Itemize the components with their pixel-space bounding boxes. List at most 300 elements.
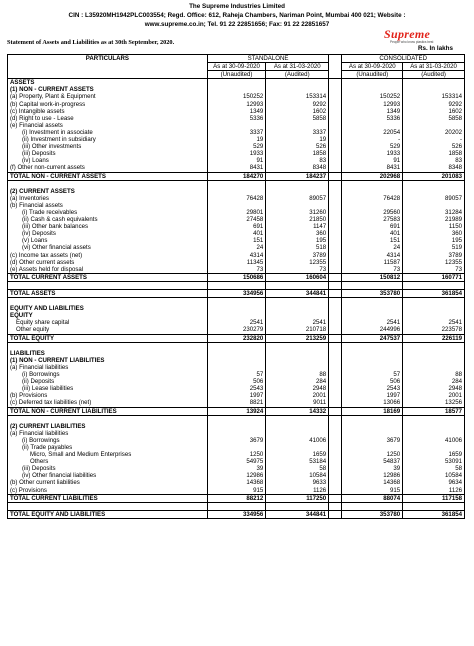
standalone-col-2-status: (Audited) xyxy=(266,71,329,79)
column-gap xyxy=(329,479,342,486)
table-row xyxy=(8,437,465,444)
row-label: (iii) Deposits xyxy=(8,150,208,157)
consolidated-current-value: 1933 xyxy=(342,150,403,157)
table-row xyxy=(8,230,465,237)
consolidated-current-value xyxy=(342,444,403,451)
standalone-current-value: 12986 xyxy=(207,472,266,479)
standalone-current-value: 1349 xyxy=(207,108,266,115)
table-row xyxy=(8,86,465,93)
consolidated-previous-value: 195 xyxy=(403,237,465,244)
consolidated-current-value xyxy=(342,430,403,437)
consolidated-previous-value: 226119 xyxy=(403,334,465,342)
consolidated-current-value: 401 xyxy=(342,230,403,237)
standalone-current-value xyxy=(207,444,266,451)
consolidated-current-value: 5336 xyxy=(342,115,403,122)
consolidated-current-value: 39 xyxy=(342,465,403,472)
consolidated-previous-value xyxy=(403,342,465,350)
row-label: EQUITY xyxy=(8,312,208,319)
standalone-previous-value: 5858 xyxy=(266,115,329,122)
consolidated-current-value: 150252 xyxy=(342,93,403,100)
consolidated-previous-value: 53091 xyxy=(403,458,465,465)
standalone-previous-value xyxy=(266,281,329,289)
standalone-previous-value xyxy=(266,444,329,451)
consolidated-current-value: 12986 xyxy=(342,472,403,479)
consolidated-previous-value: 58 xyxy=(403,465,465,472)
standalone-current-value: 54975 xyxy=(207,458,266,465)
consolidated-previous-value: 1150 xyxy=(403,223,465,230)
column-gap xyxy=(329,252,342,259)
consolidated-current-value: 1250 xyxy=(342,451,403,458)
consolidated-current-value: 91 xyxy=(342,157,403,164)
spacer-row xyxy=(8,502,465,510)
table-row xyxy=(8,465,465,472)
column-gap xyxy=(329,273,342,281)
consolidated-previous-value xyxy=(403,202,465,209)
row-label: Others xyxy=(8,458,208,465)
consolidated-previous-value: 1126 xyxy=(403,487,465,495)
standalone-current-value: 3337 xyxy=(207,129,266,136)
standalone-current-value: 11345 xyxy=(207,259,266,266)
consolidated-current-value: 2543 xyxy=(342,385,403,392)
consolidated-current-value xyxy=(342,342,403,350)
column-gap xyxy=(329,101,342,108)
table-row xyxy=(8,334,465,342)
consolidated-current-value: 4314 xyxy=(342,252,403,259)
consolidated-current-value xyxy=(342,357,403,364)
consolidated-current-value: 29560 xyxy=(342,209,403,216)
consolidated-current-value xyxy=(342,188,403,195)
column-gap xyxy=(329,93,342,100)
standalone-previous-value: 210718 xyxy=(266,326,329,334)
standalone-previous-value xyxy=(266,298,329,306)
consolidated-current-value xyxy=(342,86,403,93)
standalone-previous-value: 2541 xyxy=(266,319,329,326)
table-row xyxy=(8,487,465,495)
standalone-previous-value xyxy=(266,423,329,430)
standalone-previous-value: 3789 xyxy=(266,252,329,259)
row-label: Micro, Small and Medium Enterprises xyxy=(8,451,208,458)
consolidated-current-value: 151 xyxy=(342,237,403,244)
consolidated-previous-value: 2948 xyxy=(403,385,465,392)
consolidated-current-value xyxy=(342,423,403,430)
consolidated-current-value: 506 xyxy=(342,378,403,385)
table-row xyxy=(8,319,465,326)
company-contact-line: www.supreme.co.in; Tel. 91 22 22851656; Fax: 91 22 22851657 xyxy=(144,21,330,28)
row-label: (ii) Deposits xyxy=(8,378,208,385)
standalone-previous-value: 2001 xyxy=(266,392,329,399)
consolidated-col-2-status: (Audited) xyxy=(403,71,465,79)
column-gap xyxy=(329,244,342,251)
standalone-current-value xyxy=(207,342,266,350)
table-row xyxy=(8,407,465,415)
column-gap xyxy=(329,385,342,392)
column-gap xyxy=(329,281,342,289)
standalone-previous-value xyxy=(266,357,329,364)
standalone-previous-value: 526 xyxy=(266,143,329,150)
consolidated-current-value: 3679 xyxy=(342,437,403,444)
consolidated-current-value: 14368 xyxy=(342,479,403,486)
statement-rows xyxy=(8,79,465,519)
table-row xyxy=(8,510,465,518)
standalone-current-value: 27458 xyxy=(207,216,266,223)
standalone-previous-value: 184237 xyxy=(266,172,329,180)
consolidated-col-1-status: (Unaudited) xyxy=(342,71,403,79)
consolidated-col-2-date: As at 31-03-2020 xyxy=(403,63,465,71)
row-label: TOTAL NON - CURRENT LIABILITIES xyxy=(8,407,208,415)
table-row xyxy=(8,290,465,298)
consolidated-current-value xyxy=(342,415,403,423)
standalone-current-value: 529 xyxy=(207,143,266,150)
row-label: (iv) Loans xyxy=(8,157,208,164)
column-gap xyxy=(329,458,342,465)
consolidated-current-value: 915 xyxy=(342,487,403,495)
standalone-previous-value: 284 xyxy=(266,378,329,385)
standalone-previous-value: 1602 xyxy=(266,108,329,115)
standalone-current-value: 401 xyxy=(207,230,266,237)
consolidated-current-value: 202968 xyxy=(342,172,403,180)
column-gap xyxy=(329,188,342,195)
standalone-previous-value: 1147 xyxy=(266,223,329,230)
table-row xyxy=(8,157,465,164)
standalone-current-value: 8821 xyxy=(207,399,266,407)
consolidated-current-value: 27583 xyxy=(342,216,403,223)
row-label: LIABILITIES xyxy=(8,350,208,357)
table-row xyxy=(8,350,465,357)
consolidated-previous-value: 9292 xyxy=(403,101,465,108)
consolidated-current-value: 529 xyxy=(342,143,403,150)
standalone-current-value xyxy=(207,281,266,289)
column-gap xyxy=(329,108,342,115)
column-gap xyxy=(329,312,342,319)
row-label: (b) Capital work-in-progress xyxy=(8,101,208,108)
standalone-current-value: 1250 xyxy=(207,451,266,458)
column-gap xyxy=(329,216,342,223)
standalone-previous-value xyxy=(266,350,329,357)
consolidated-previous-value xyxy=(403,298,465,306)
table-row xyxy=(8,129,465,136)
consolidated-previous-value: 89057 xyxy=(403,195,465,202)
standalone-previous-value: 89057 xyxy=(266,195,329,202)
standalone-current-value: 73 xyxy=(207,266,266,274)
consolidated-previous-value: 83 xyxy=(403,157,465,164)
table-row xyxy=(8,326,465,334)
consolidated-header: CONSOLIDATED xyxy=(342,55,465,63)
column-gap xyxy=(329,266,342,274)
row-label: Other equity xyxy=(8,326,208,334)
column-gap xyxy=(329,465,342,472)
standalone-previous-value: 160604 xyxy=(266,273,329,281)
standalone-current-value: 4314 xyxy=(207,252,266,259)
standalone-current-value xyxy=(207,180,266,188)
consolidated-previous-value: 153314 xyxy=(403,93,465,100)
consolidated-current-value: 247537 xyxy=(342,334,403,342)
standalone-current-value xyxy=(207,122,266,129)
consolidated-previous-value xyxy=(403,364,465,371)
row-label xyxy=(8,281,208,289)
standalone-current-value: 2541 xyxy=(207,319,266,326)
supreme-logo xyxy=(384,27,462,43)
standalone-previous-value: 1126 xyxy=(266,487,329,495)
table-row xyxy=(8,378,465,385)
column-gap xyxy=(329,157,342,164)
table-row xyxy=(8,172,465,180)
consolidated-previous-value: 13256 xyxy=(403,399,465,407)
consolidated-previous-value: 41006 xyxy=(403,437,465,444)
column-gap xyxy=(329,437,342,444)
standalone-current-value: 230279 xyxy=(207,326,266,334)
standalone-col-2-date: As at 31-03-2020 xyxy=(266,63,329,71)
standalone-previous-value: 1858 xyxy=(266,150,329,157)
consolidated-current-value: 8431 xyxy=(342,164,403,172)
table-row xyxy=(8,188,465,195)
standalone-current-value: 1933 xyxy=(207,150,266,157)
standalone-current-value: 3679 xyxy=(207,437,266,444)
row-label: (f) Other non-current assets xyxy=(8,164,208,172)
standalone-previous-value: 344841 xyxy=(266,290,329,298)
table-row xyxy=(8,93,465,100)
standalone-previous-value xyxy=(266,342,329,350)
standalone-current-value: 691 xyxy=(207,223,266,230)
column-gap xyxy=(329,55,342,79)
table-row xyxy=(8,122,465,129)
row-label xyxy=(8,342,208,350)
column-gap xyxy=(329,115,342,122)
standalone-previous-value xyxy=(266,305,329,312)
standalone-previous-value: 83 xyxy=(266,157,329,164)
row-label: (vi) Other financial assets xyxy=(8,244,208,251)
standalone-current-value: 24 xyxy=(207,244,266,251)
standalone-previous-value xyxy=(266,122,329,129)
consolidated-previous-value: 1659 xyxy=(403,451,465,458)
column-gap xyxy=(329,172,342,180)
standalone-previous-value: 73 xyxy=(266,266,329,274)
consolidated-current-value: 244996 xyxy=(342,326,403,334)
row-label: (c) Income tax assets (net) xyxy=(8,252,208,259)
consolidated-previous-value: 1602 xyxy=(403,108,465,115)
standalone-previous-value: 88 xyxy=(266,371,329,378)
standalone-previous-value xyxy=(266,502,329,510)
consolidated-previous-value xyxy=(403,305,465,312)
row-label: (ii) Cash & cash equivalents xyxy=(8,216,208,223)
standalone-previous-value: 9292 xyxy=(266,101,329,108)
row-label: TOTAL ASSETS xyxy=(8,290,208,298)
row-label xyxy=(8,415,208,423)
standalone-previous-value: 9633 xyxy=(266,479,329,486)
table-row xyxy=(8,371,465,378)
consolidated-previous-value xyxy=(403,180,465,188)
standalone-previous-value: 19 xyxy=(266,136,329,143)
header-row-1 xyxy=(8,55,465,63)
row-label: (iii) Other investments xyxy=(8,143,208,150)
consolidated-current-value: 22054 xyxy=(342,129,403,136)
standalone-current-value: 1997 xyxy=(207,392,266,399)
standalone-previous-value xyxy=(266,312,329,319)
consolidated-previous-value: 361854 xyxy=(403,290,465,298)
consolidated-previous-value: 360 xyxy=(403,230,465,237)
standalone-col-1-date: As at 30-09-2020 xyxy=(207,63,266,71)
column-gap xyxy=(329,494,342,502)
consolidated-previous-value xyxy=(403,444,465,451)
standalone-current-value xyxy=(207,364,266,371)
column-gap xyxy=(329,259,342,266)
standalone-current-value: 13924 xyxy=(207,407,266,415)
consolidated-previous-value: - xyxy=(403,136,465,143)
row-label: (a) Inventories xyxy=(8,195,208,202)
consolidated-previous-value: 3789 xyxy=(403,252,465,259)
standalone-previous-value: 14332 xyxy=(266,407,329,415)
consolidated-current-value xyxy=(342,202,403,209)
column-gap xyxy=(329,407,342,415)
consolidated-previous-value xyxy=(403,423,465,430)
standalone-current-value: 334956 xyxy=(207,290,266,298)
consolidated-current-value xyxy=(342,312,403,319)
table-row xyxy=(8,479,465,486)
row-label: (1) NON - CURRENT LIABILITIES xyxy=(8,357,208,364)
row-label: (b) Provisions xyxy=(8,392,208,399)
column-gap xyxy=(329,487,342,495)
column-gap xyxy=(329,319,342,326)
column-gap xyxy=(329,180,342,188)
consolidated-current-value xyxy=(342,281,403,289)
table-row xyxy=(8,195,465,202)
standalone-previous-value: 31260 xyxy=(266,209,329,216)
consolidated-previous-value: 21989 xyxy=(403,216,465,223)
consolidated-current-value: 11587 xyxy=(342,259,403,266)
consolidated-current-value: 73 xyxy=(342,266,403,274)
row-label: (b) Other current liabilities xyxy=(8,479,208,486)
table-row xyxy=(8,216,465,223)
consolidated-current-value: 2541 xyxy=(342,319,403,326)
consolidated-current-value xyxy=(342,502,403,510)
standalone-current-value xyxy=(207,357,266,364)
consolidated-previous-value: 73 xyxy=(403,266,465,274)
table-row xyxy=(8,458,465,465)
spacer-row xyxy=(8,180,465,188)
standalone-current-value: 915 xyxy=(207,487,266,495)
table-row xyxy=(8,164,465,172)
consolidated-previous-value: 2001 xyxy=(403,392,465,399)
standalone-current-value xyxy=(207,202,266,209)
standalone-current-value xyxy=(207,298,266,306)
standalone-current-value: 88212 xyxy=(207,494,266,502)
column-gap xyxy=(329,472,342,479)
standalone-col-1-status: (Unaudited) xyxy=(207,71,266,79)
row-label: (e) Financial assets xyxy=(8,122,208,129)
standalone-previous-value: 1659 xyxy=(266,451,329,458)
table-row xyxy=(8,252,465,259)
consolidated-previous-value: 5858 xyxy=(403,115,465,122)
standalone-previous-value xyxy=(266,86,329,93)
standalone-previous-value: 2948 xyxy=(266,385,329,392)
logo-brand: Supreme xyxy=(384,27,431,41)
column-gap xyxy=(329,129,342,136)
row-label: (ii) Investment in subsidiary xyxy=(8,136,208,143)
column-gap xyxy=(329,392,342,399)
standalone-current-value xyxy=(207,502,266,510)
row-label: ASSETS xyxy=(8,79,208,87)
consolidated-current-value xyxy=(342,180,403,188)
column-gap xyxy=(329,364,342,371)
table-row xyxy=(8,101,465,108)
row-label: (a) Financial liabilities xyxy=(8,364,208,371)
consolidated-current-value: 88074 xyxy=(342,494,403,502)
spacer-row xyxy=(8,342,465,350)
column-gap xyxy=(329,230,342,237)
statement-table xyxy=(7,54,465,519)
table-row xyxy=(8,385,465,392)
row-label: (e) Assets held for disposal xyxy=(8,266,208,274)
row-label: (a) Financial liabilities xyxy=(8,430,208,437)
row-label: (c) Intangible assets xyxy=(8,108,208,115)
consolidated-previous-value xyxy=(403,415,465,423)
standalone-previous-value: 58 xyxy=(266,465,329,472)
row-label: TOTAL CURRENT LIABILITIES xyxy=(8,494,208,502)
standalone-previous-value xyxy=(266,364,329,371)
column-gap xyxy=(329,357,342,364)
standalone-previous-value xyxy=(266,180,329,188)
consolidated-previous-value xyxy=(403,502,465,510)
row-label: (d) Other current assets xyxy=(8,259,208,266)
consolidated-previous-value: 9634 xyxy=(403,479,465,486)
column-gap xyxy=(329,451,342,458)
consolidated-current-value xyxy=(342,350,403,357)
consolidated-previous-value xyxy=(403,430,465,437)
logo-tagline: People who know plastics best xyxy=(390,40,434,44)
column-gap xyxy=(329,209,342,216)
column-gap xyxy=(329,423,342,430)
standalone-previous-value: 41006 xyxy=(266,437,329,444)
consolidated-current-value xyxy=(342,79,403,87)
consolidated-current-value xyxy=(342,298,403,306)
consolidated-previous-value: 88 xyxy=(403,371,465,378)
row-label: (1) NON - CURRENT ASSETS xyxy=(8,86,208,93)
column-gap xyxy=(329,334,342,342)
consolidated-previous-value: 8348 xyxy=(403,164,465,172)
column-gap xyxy=(329,510,342,518)
standalone-current-value: 150252 xyxy=(207,93,266,100)
statement-title: Statement of Assets and Liabilities as at 30th September, 2020. xyxy=(7,39,175,46)
consolidated-previous-value: 12355 xyxy=(403,259,465,266)
row-label: (v) Loans xyxy=(8,237,208,244)
standalone-header: STANDALONE xyxy=(207,55,328,63)
table-row xyxy=(8,266,465,274)
row-label: (i) Investment in associate xyxy=(8,129,208,136)
standalone-current-value: 14368 xyxy=(207,479,266,486)
standalone-current-value: 12993 xyxy=(207,101,266,108)
table-row xyxy=(8,143,465,150)
standalone-current-value: 39 xyxy=(207,465,266,472)
standalone-previous-value xyxy=(266,188,329,195)
spacer-row xyxy=(8,298,465,306)
standalone-previous-value: 153314 xyxy=(266,93,329,100)
table-row xyxy=(8,115,465,122)
consolidated-previous-value: 10584 xyxy=(403,472,465,479)
row-label: TOTAL CURRENT ASSETS xyxy=(8,273,208,281)
standalone-previous-value: 3337 xyxy=(266,129,329,136)
table-row xyxy=(8,451,465,458)
row-label: EQUITY AND LIABILITIES xyxy=(8,305,208,312)
column-gap xyxy=(329,415,342,423)
consolidated-current-value: 18169 xyxy=(342,407,403,415)
consolidated-previous-value: 117158 xyxy=(403,494,465,502)
column-gap xyxy=(329,290,342,298)
table-row xyxy=(8,312,465,319)
table-row xyxy=(8,237,465,244)
table-row xyxy=(8,430,465,437)
row-label: (iii) Lease liabilities xyxy=(8,385,208,392)
table-row xyxy=(8,108,465,115)
consolidated-current-value: 54837 xyxy=(342,458,403,465)
